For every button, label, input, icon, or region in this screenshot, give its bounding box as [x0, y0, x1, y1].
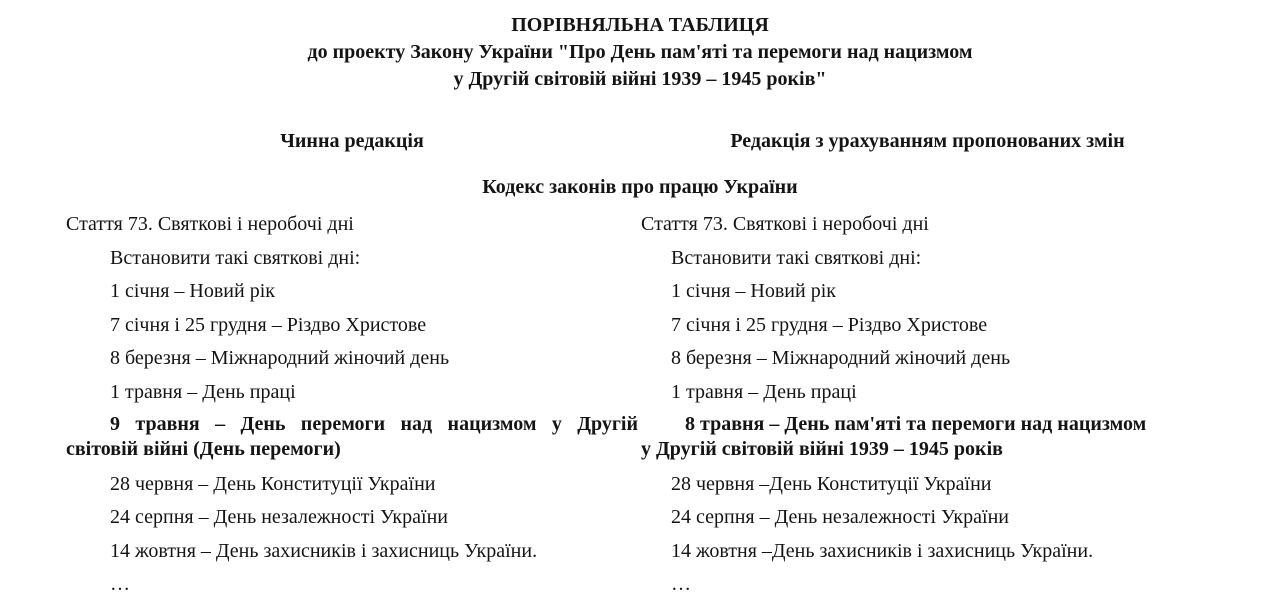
changed-holiday-line1: 9 травня – День перемоги над нацизмом у Другій	[110, 412, 638, 435]
column-heading-proposed: Редакція з урахуванням пропонованих змін	[730, 130, 1125, 152]
changed-holiday-line1: 8 травня – День пам'яті та перемоги над нацизмом	[685, 412, 1147, 435]
changed-holiday-item	[66, 412, 638, 462]
changed-holiday-line2: світовій війні (День перемоги)	[66, 437, 341, 460]
holiday-item: 8 березня – Міжнародний жіночий день	[671, 347, 1011, 370]
holiday-item: 28 червня –День Конституції України	[671, 472, 992, 495]
changed-holiday-line2: у Другій світовій війні 1939 – 1945 років	[641, 437, 1003, 460]
ellipsis: …	[671, 573, 691, 596]
document-title: ПОРІВНЯЛЬНА ТАБЛИЦЯ	[511, 14, 769, 36]
article-intro: Встановити такі святкові дні:	[671, 246, 922, 269]
holiday-item: 24 серпня – День незалежності України	[671, 506, 1009, 529]
document-subtitle-line1: до проекту Закону України "Про День пам'яті та перемоги над нацизмом	[307, 41, 973, 63]
changed-holiday-item	[641, 412, 1216, 462]
holiday-item: 28 червня – День Конституції України	[110, 472, 436, 495]
holiday-item: 7 січня і 25 грудня – Різдво Христове	[110, 313, 427, 336]
current-version-column	[66, 210, 638, 604]
holiday-item: 1 травня – День праці	[110, 380, 296, 403]
proposed-version-column	[641, 210, 1216, 604]
holiday-item: 8 березня – Міжнародний жіночий день	[110, 347, 450, 370]
holiday-item: 7 січня і 25 грудня – Різдво Христове	[671, 313, 988, 336]
holiday-item: 1 травня – День праці	[671, 380, 857, 403]
holiday-item: 14 жовтня – День захисників і захисниць України.	[110, 539, 538, 562]
ellipsis: …	[110, 573, 130, 596]
holiday-item: 1 січня – Новий рік	[671, 280, 836, 303]
holiday-item: 24 серпня – День незалежності України	[110, 506, 448, 529]
holiday-item: 1 січня – Новий рік	[110, 280, 275, 303]
holiday-item: 14 жовтня –День захисників і захисниць України.	[671, 539, 1094, 562]
column-heading-current: Чинна редакція	[280, 130, 424, 152]
article-intro: Встановити такі святкові дні:	[110, 246, 361, 269]
document-subtitle-line2: у Другій світовій війні 1939 – 1945 років"	[453, 68, 827, 90]
article-title: Стаття 73. Святкові і неробочі дні	[641, 213, 929, 235]
document-header	[0, 12, 1280, 93]
article-title: Стаття 73. Святкові і неробочі дні	[66, 213, 354, 235]
code-title: Кодекс законів про працю України	[482, 176, 798, 198]
